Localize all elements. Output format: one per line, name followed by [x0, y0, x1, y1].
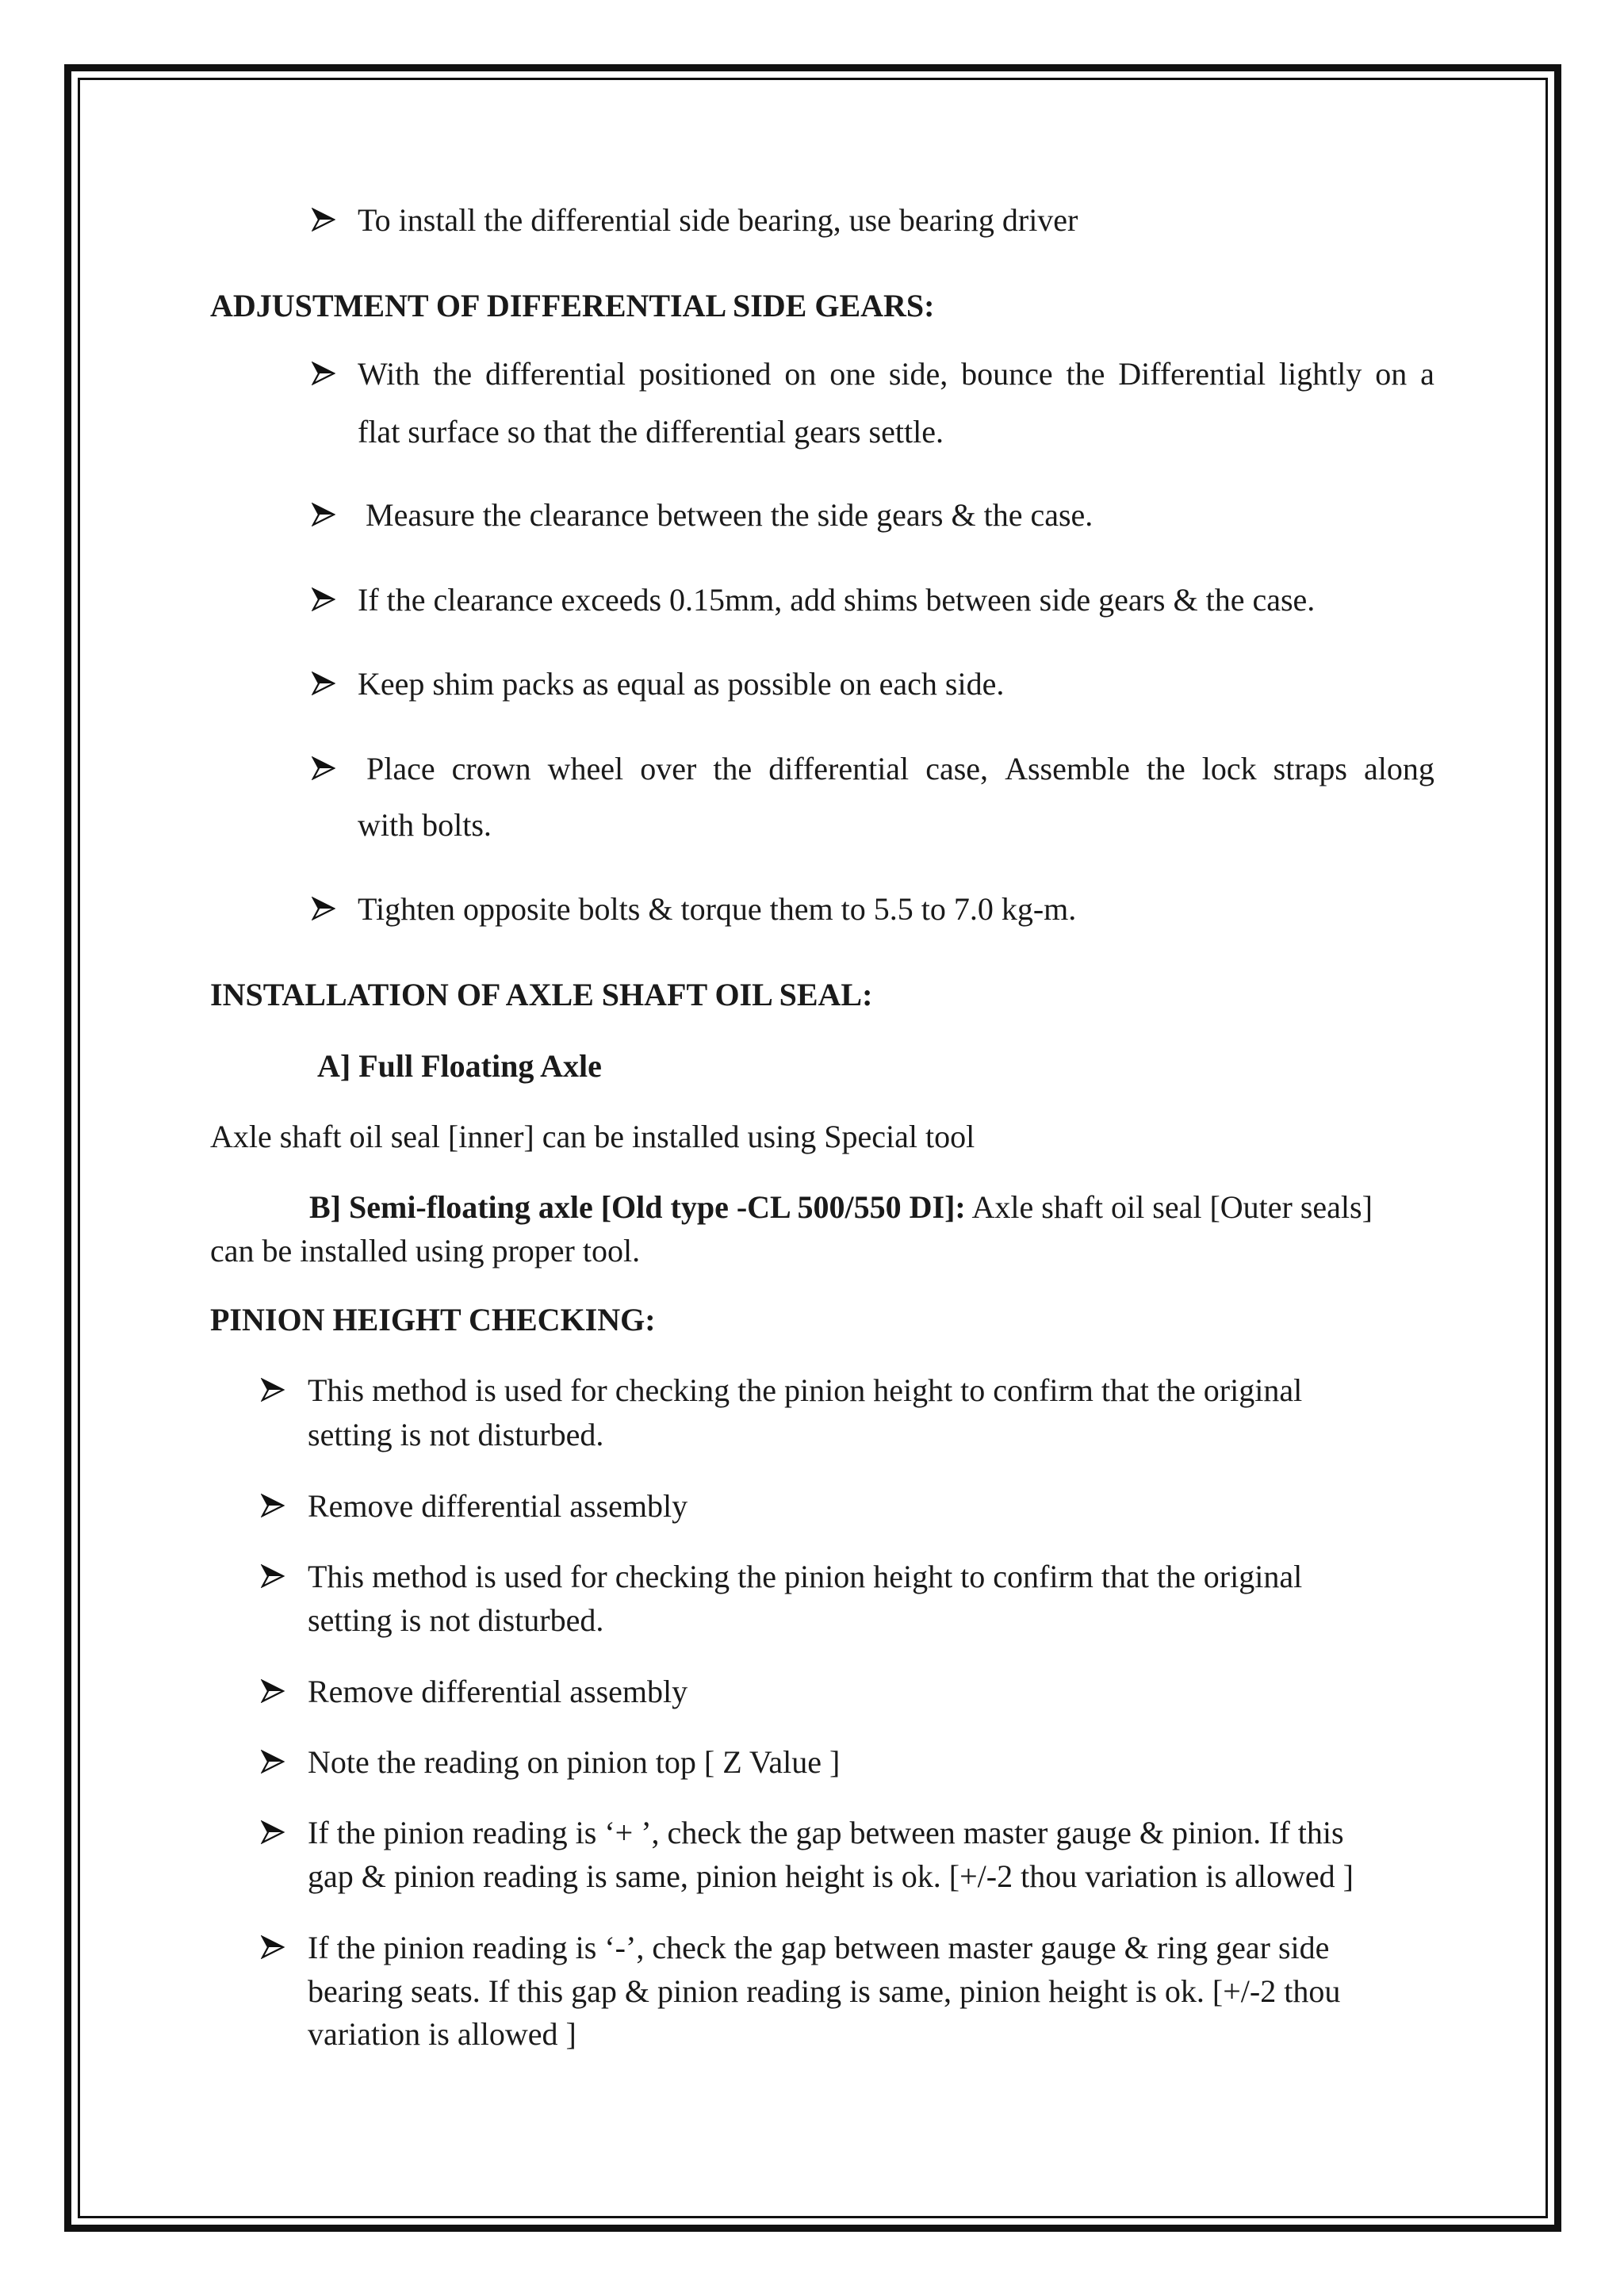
word: straps [1273, 751, 1347, 786]
paragraph-text: Axle shaft oil seal [Outer seals] [965, 1189, 1373, 1225]
list-item-continuation: setting is not disturbed. [308, 1417, 604, 1452]
word: lock [1201, 751, 1257, 786]
list-item-continuation: setting is not disturbed. [308, 1602, 604, 1638]
arrowhead-bullet-icon [312, 587, 335, 611]
arrowhead-bullet-icon [261, 1935, 285, 1959]
word: Place [366, 751, 435, 786]
section-heading-adjustment: ADJUSTMENT OF DIFFERENTIAL SIDE GEARS: [210, 288, 935, 323]
list-item-continuation: bearing seats. If this gap & pinion reading is same, pinion height is ok. [+/-2 thou [308, 1973, 1341, 2009]
list-item-justified-line [366, 753, 1434, 785]
word: positioned [638, 356, 772, 392]
list-item-continuation: flat surface so that the differential gears settle. [358, 414, 944, 450]
arrowhead-bullet-icon [261, 1750, 285, 1774]
word: side, [888, 356, 948, 392]
arrowhead-bullet-icon [261, 1378, 285, 1402]
list-item: If the pinion reading is ‘+ ’, check the gap between master gauge & pinion. If this [308, 1815, 1344, 1850]
arrowhead-bullet-icon [261, 1564, 285, 1588]
word: lightly [1278, 356, 1362, 392]
arrowhead-bullet-icon [261, 1820, 285, 1844]
paragraph-continuation: can be installed using proper tool. [210, 1233, 641, 1269]
arrowhead-bullet-icon [312, 208, 335, 232]
list-item: Measure the clearance between the side gears & the case. [358, 497, 1094, 533]
word: the [1066, 356, 1105, 392]
list-item: This method is used for checking the pinion height to confirm that the original [308, 1372, 1303, 1408]
list-item-continuation: with bolts. [358, 807, 492, 843]
list-item: To install the differential side bearing, use bearing driver [358, 202, 1078, 238]
word: differential [485, 356, 626, 392]
subheading-semi-floating-axle: B] Semi-floating axle [Old type -CL 500/550 DI]: [309, 1189, 966, 1225]
arrowhead-bullet-icon [261, 1679, 285, 1703]
list-item-justified-line [358, 358, 1434, 390]
list-item: Tighten opposite bolts & torque them to 5.5 to 7.0 kg-m. [358, 891, 1077, 927]
word: bounce [961, 356, 1053, 392]
word: a [1420, 356, 1434, 392]
list-item-continuation: gap & pinion reading is same, pinion height is ok. [+/-2 thou variation is allowed ] [308, 1858, 1354, 1894]
paragraph-semi-floating [309, 1189, 1373, 1225]
list-item: Note the reading on pinion top [ Z Value ] [308, 1744, 841, 1780]
word: differential [768, 751, 910, 786]
arrowhead-bullet-icon [261, 1494, 285, 1517]
list-item: Remove differential assembly [308, 1488, 688, 1524]
word: along [1364, 751, 1434, 786]
arrowhead-bullet-icon [312, 672, 335, 695]
word: case, [925, 751, 989, 786]
list-item: If the clearance exceeds 0.15mm, add shims between side gears & the case. [358, 582, 1316, 618]
word: the [713, 751, 753, 786]
list-item: If the pinion reading is ‘-’, check the gap between master gauge & ring gear side [308, 1930, 1330, 1965]
list-item: This method is used for checking the pinion height to confirm that the original [308, 1559, 1303, 1594]
arrowhead-bullet-icon [312, 362, 335, 385]
word: Assemble [1005, 751, 1130, 786]
word: on [784, 356, 817, 392]
word: on [1375, 356, 1408, 392]
list-item-continuation: variation is allowed ] [308, 2016, 576, 2052]
paragraph: Axle shaft oil seal [inner] can be installed using Special tool [210, 1119, 975, 1154]
word: the [1146, 751, 1185, 786]
word: Differential [1118, 356, 1266, 392]
word: the [433, 356, 473, 392]
word: With [358, 356, 420, 392]
section-heading-pinion: PINION HEIGHT CHECKING: [210, 1302, 656, 1337]
word: over [640, 751, 697, 786]
word: wheel [547, 751, 624, 786]
section-heading-installation: INSTALLATION OF AXLE SHAFT OIL SEAL: [210, 977, 873, 1012]
subheading-full-floating-axle: A] Full Floating Axle [317, 1048, 602, 1084]
arrowhead-bullet-icon [312, 897, 335, 920]
list-item: Remove differential assembly [308, 1674, 688, 1709]
arrowhead-bullet-icon [312, 756, 335, 780]
arrowhead-bullet-icon [312, 503, 335, 526]
word: crown [451, 751, 531, 786]
list-item: Keep shim packs as equal as possible on each side. [358, 666, 1005, 702]
word: one [829, 356, 875, 392]
